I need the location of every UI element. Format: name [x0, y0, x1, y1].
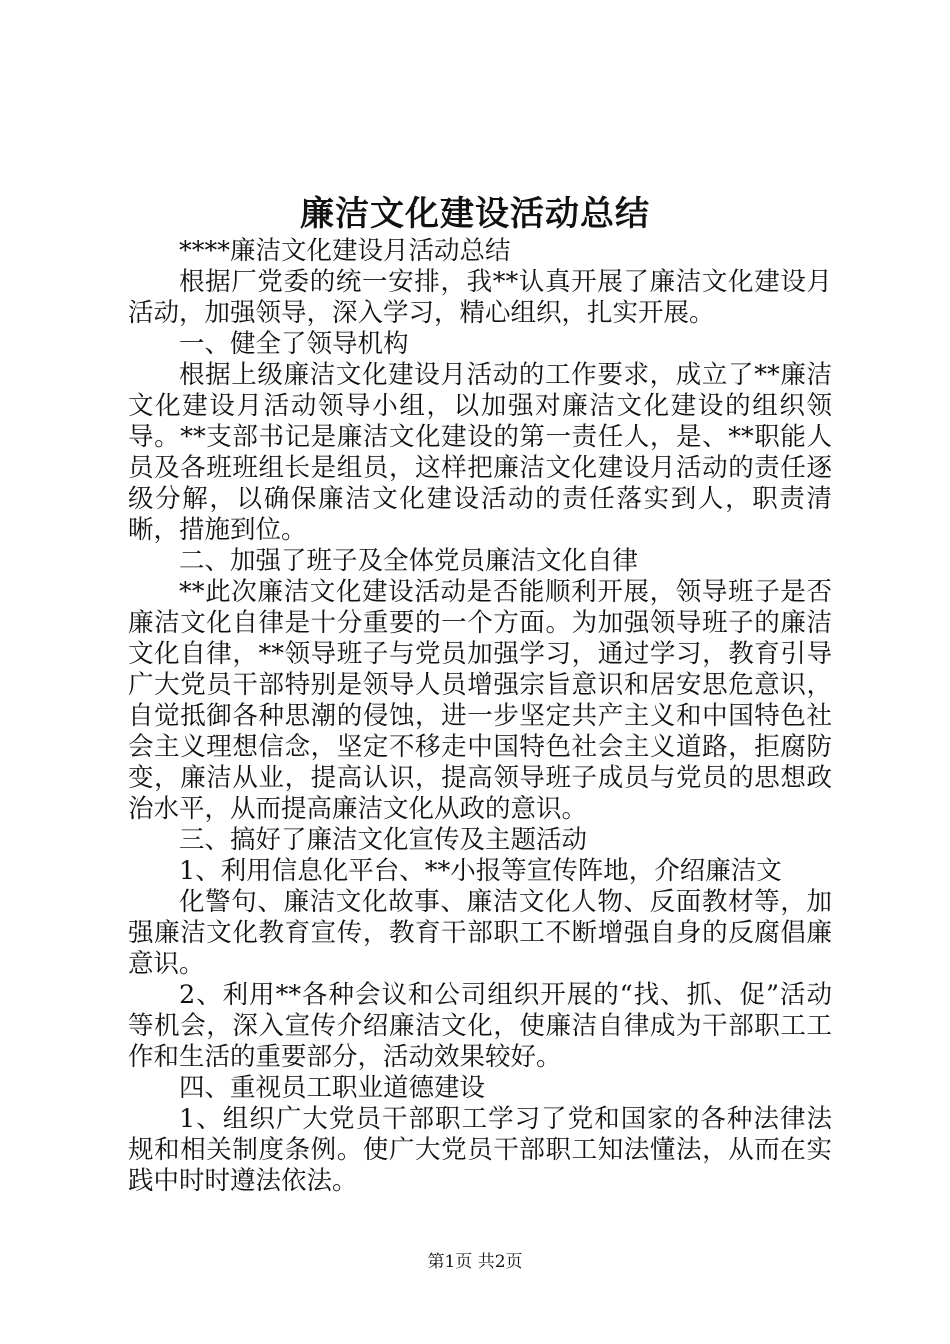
intro-paragraph: 根据厂党委的统一安排，我**认真开展了廉洁文化建设月活动，加强领导，深入学习，精心组织，扎实开展。 — [128, 267, 832, 328]
document-title: 廉洁文化建设活动总结 — [300, 194, 650, 234]
page-footer: 第1页 共2页 — [427, 1252, 523, 1272]
section-3-item-1-line: 1、利用信息化平台、**小报等宣传阵地，介绍廉洁文 — [179, 856, 782, 886]
section-3-item-1-continued: 化警句、廉洁文化故事、廉洁文化人物、反面教材等，加强廉洁文化教育宣传，教育干部职工不断增强自身的反腐倡廉意识。 — [128, 887, 832, 979]
section-3-item-2: 2、利用**各种会议和公司组织开展的“找、抓、促”活动等机会，深入宣传介绍廉洁文化，使廉洁自律成为干部职工工作和生活的重要部分，活动效果较好。 — [128, 980, 832, 1072]
section-heading-1: 一、健全了领导机构 — [179, 329, 409, 359]
section-heading-2: 二、加强了班子及全体党员廉洁文化自律 — [179, 546, 639, 576]
section-2-paragraph: **此次廉洁文化建设活动是否能顺利开展，领导班子是否廉洁文化自律是十分重要的一个方面。为加强领导班子的廉洁文化自律，**领导班子与党员加强学习，通过学习，教育引导广大党员干部特别是领导人员增强宗旨意识和居安思危意识，自觉抵御各种思潮的侵蚀，进一步坚定共产主义和中国特色社会主义理想信念，坚定不移走中国特色社会主义道路，拒腐防变，廉洁从业，提高认识，提高领导班子成员与党员的思想政治水平，从而提高廉洁文化从政的意识。 — [128, 577, 832, 824]
section-4-item-1: 1、组织广大党员干部职工学习了党和国家的各种法律法规和相关制度条例。使广大党员干部职工知法懂法，从而在实践中时时遵法依法。 — [128, 1104, 832, 1196]
section-1-paragraph: 根据上级廉洁文化建设月活动的工作要求，成立了**廉洁文化建设月活动领导小组，以加强对廉洁文化建设的组织领导。**支部书记是廉洁文化建设的第一责任人，是、**职能人员及各班班组长是组员，这样把廉洁文化建设月活动的责任逐级分解，以确保廉洁文化建设活动的责任落实到人，职责清晰，措施到位。 — [128, 360, 832, 545]
section-heading-3: 三、搞好了廉洁文化宣传及主题活动 — [179, 825, 588, 855]
document-body — [128, 236, 832, 1197]
subtitle-paragraph: ****廉洁文化建设月活动总结 — [179, 236, 511, 266]
section-heading-4: 四、重视员工职业道德建设 — [179, 1073, 486, 1103]
